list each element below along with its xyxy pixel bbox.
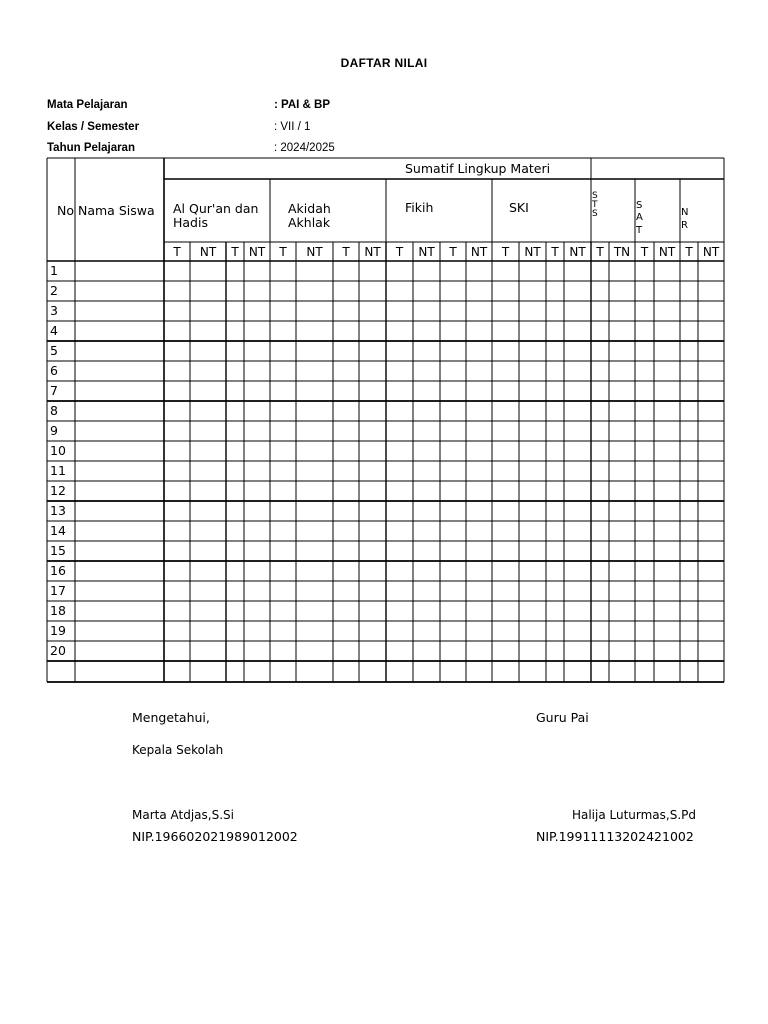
meta-value-subject: : PAI & BP	[274, 99, 331, 111]
meta-label-subject: Mata Pelajaran	[47, 99, 128, 111]
row-number-16: 16	[50, 563, 66, 578]
subheader-9: NT	[418, 245, 435, 259]
row-number-18: 18	[50, 603, 66, 618]
subheader-7: NT	[364, 245, 381, 259]
group-header-akidah-akhlak: Akidah Akhlak	[288, 201, 331, 230]
group-header-quran-hadis: Al Qur'an dan Hadis	[173, 201, 259, 230]
document-title: DAFTAR NILAI	[340, 56, 428, 70]
subheader-12: T	[501, 245, 510, 259]
row-number-4: 4	[50, 323, 58, 338]
subheader-1: NT	[199, 245, 217, 259]
row-number-14: 14	[50, 523, 66, 538]
subheader-5: NT	[306, 245, 323, 259]
row-number-2: 2	[50, 283, 58, 298]
footer-teacher-role: Guru Pai	[536, 710, 589, 725]
footer-acknowledged: Mengetahui,	[132, 710, 210, 725]
row-number-19: 19	[50, 623, 66, 638]
sat-letter-1: S	[636, 200, 643, 211]
row-number-6: 6	[50, 363, 58, 378]
sat-letter-3: T	[636, 225, 643, 236]
footer-principal-nip: NIP.196602021989012002	[132, 829, 298, 844]
subheader-2: T	[231, 245, 239, 259]
row-number-17: 17	[50, 583, 66, 598]
subheader-13: NT	[524, 245, 541, 259]
footer-teacher-nip: NIP.19911113202421002	[536, 829, 694, 844]
nr-letter-1: N	[681, 207, 689, 218]
subheader-14: T	[551, 245, 559, 259]
row-number-1: 1	[50, 263, 58, 278]
subheader-16: T	[596, 245, 604, 259]
row-number-20: 20	[50, 643, 66, 658]
col-header-name: Nama Siswa	[78, 203, 155, 218]
row-number-12: 12	[50, 483, 66, 498]
meta-value-year: : 2024/2025	[274, 142, 335, 154]
footer-teacher-name: Halija Luturmas,S.Pd	[571, 808, 696, 822]
subheader-18: T	[640, 245, 649, 259]
subheader-4: T	[279, 245, 287, 259]
sts-letter-2: T	[592, 200, 598, 210]
footer-principal-role: Kepala Sekolah	[132, 743, 224, 757]
sat-letter-2: A	[636, 212, 643, 223]
subheader-15: NT	[569, 245, 586, 259]
subheader-3: NT	[248, 245, 266, 259]
subheader-6: T	[342, 245, 350, 259]
row-number-3: 3	[50, 303, 58, 318]
nr-letter-2: R	[681, 220, 688, 231]
row-number-9: 9	[50, 423, 58, 438]
subheader-19: NT	[658, 245, 676, 259]
subheader-11: NT	[470, 245, 488, 259]
sts-letter-1: S	[592, 191, 598, 201]
row-number-10: 10	[50, 443, 66, 458]
row-number-15: 15	[50, 543, 66, 558]
subheader-20: T	[685, 245, 693, 259]
subheader-0: T	[173, 245, 181, 259]
meta-label-class: Kelas / Semester	[47, 121, 140, 133]
subheader-10: T	[449, 245, 457, 259]
sts-letter-3: S	[592, 209, 598, 219]
col-header-no: No	[57, 203, 74, 218]
group-header-fikih: Fikih	[405, 200, 434, 215]
footer-principal-name: Marta Atdjas,S.Si	[132, 808, 234, 822]
subheader-8: T	[395, 245, 404, 259]
row-number-8: 8	[50, 403, 58, 418]
row-number-5: 5	[50, 343, 58, 358]
subheader-21: NT	[702, 245, 720, 259]
row-number-13: 13	[50, 503, 66, 518]
meta-label-year: Tahun Pelajaran	[47, 142, 135, 154]
row-number-7: 7	[50, 383, 58, 398]
meta-value-class: : VII / 1	[274, 121, 311, 133]
group-header-ski: SKI	[509, 200, 529, 215]
subheader-17: TN	[613, 245, 631, 259]
group-header-sumatif: Sumatif Lingkup Materi	[405, 161, 551, 176]
row-number-11: 11	[50, 463, 66, 478]
